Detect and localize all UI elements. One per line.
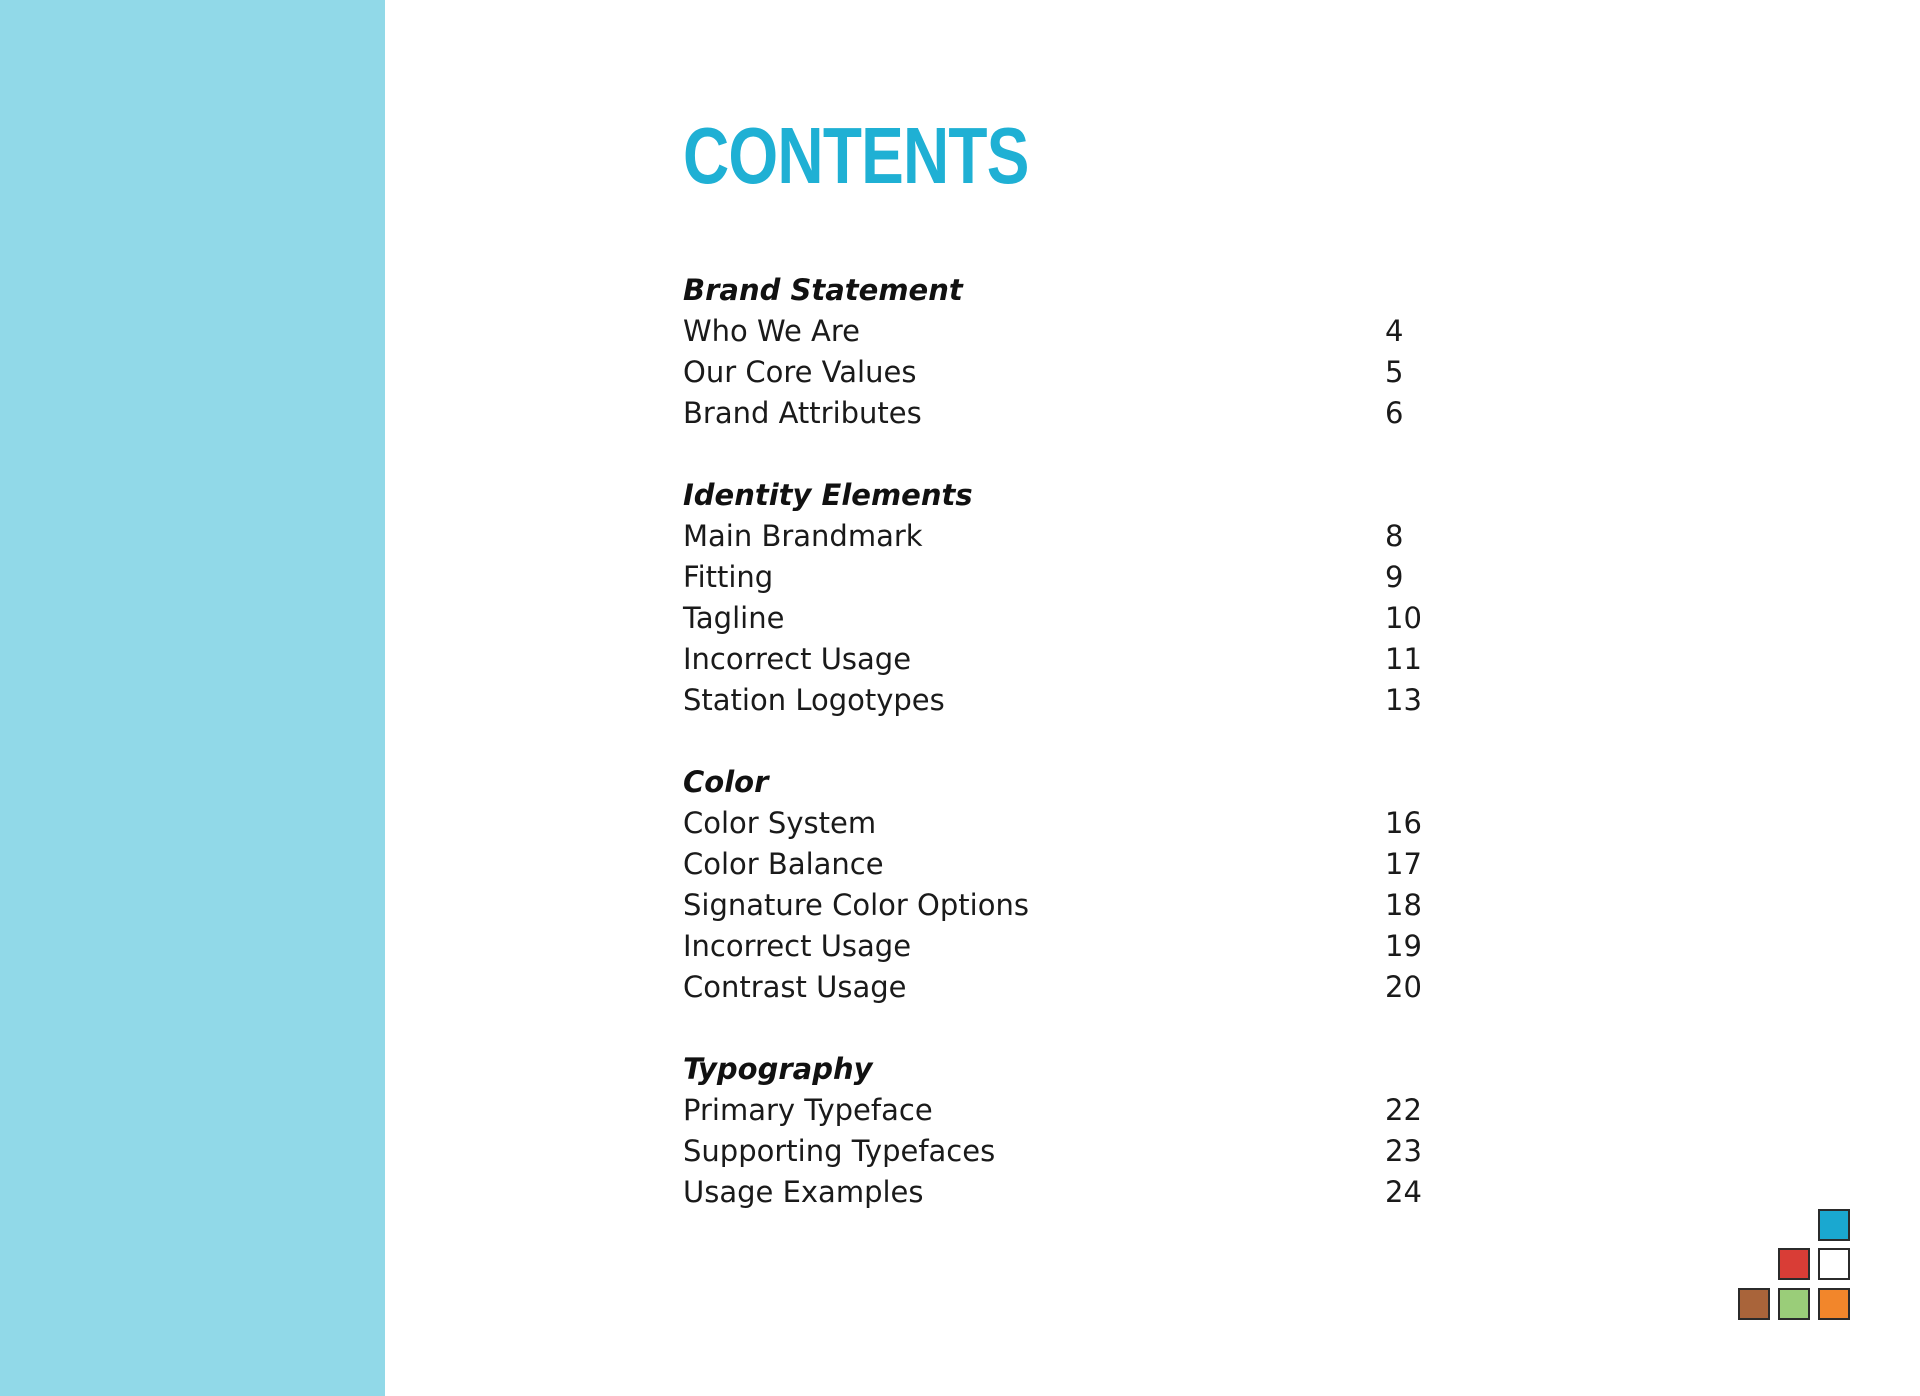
toc-entry: [683, 967, 1443, 1008]
entry-page-number: 19: [1385, 929, 1422, 963]
toc-entry: [683, 352, 1443, 393]
toc-entry: [683, 557, 1443, 598]
entry-page-number: 13: [1385, 683, 1422, 717]
entry-title: Incorrect Usage: [683, 642, 912, 676]
brand-square-brown: [1738, 1288, 1770, 1320]
entry-page-number: 4: [1385, 314, 1404, 348]
toc-section: [683, 475, 1443, 721]
entry-page-number: 17: [1385, 847, 1422, 881]
page-title: CONTENTS: [683, 111, 1029, 200]
entry-page-number: 9: [1385, 560, 1404, 594]
entry-title: Incorrect Usage: [683, 929, 912, 963]
toc-entry: [683, 885, 1443, 926]
entry-title: Station Logotypes: [683, 683, 945, 717]
toc-entry: [683, 1172, 1443, 1213]
entry-title: Tagline: [683, 601, 785, 635]
entry-page-number: 20: [1385, 970, 1422, 1004]
toc-entry: [683, 598, 1443, 639]
sidebar-color-band: [0, 0, 385, 1396]
toc-entry: [683, 311, 1443, 352]
entry-page-number: 16: [1385, 806, 1422, 840]
section-heading: Typography: [683, 1052, 873, 1086]
entry-title: Color Balance: [683, 847, 884, 881]
entry-title: Who We Are: [683, 314, 861, 348]
entry-title: Fitting: [683, 560, 774, 594]
toc-entry: [683, 1131, 1443, 1172]
entry-title: Main Brandmark: [683, 519, 923, 553]
entry-title: Usage Examples: [683, 1175, 924, 1209]
section-heading: Identity Elements: [683, 478, 973, 512]
entry-page-number: 22: [1385, 1093, 1422, 1127]
entry-title: Color System: [683, 806, 877, 840]
entry-page-number: 18: [1385, 888, 1422, 922]
toc-section: [683, 762, 1443, 1008]
toc-entry: [683, 803, 1443, 844]
toc-entry: [683, 1090, 1443, 1131]
entry-title: Brand Attributes: [683, 396, 922, 430]
toc-entry: [683, 516, 1443, 557]
brand-square-white: [1818, 1248, 1850, 1280]
entry-page-number: 23: [1385, 1134, 1422, 1168]
toc-section: [683, 1049, 1443, 1213]
entry-page-number: 10: [1385, 601, 1422, 635]
entry-page-number: 5: [1385, 355, 1404, 389]
toc-entry: [683, 844, 1443, 885]
brand-square-red: [1778, 1248, 1810, 1280]
table-of-contents: [683, 270, 1443, 1254]
toc-entry: [683, 639, 1443, 680]
entry-page-number: 11: [1385, 642, 1422, 676]
brand-square-green: [1778, 1288, 1810, 1320]
brand-square-blue: [1818, 1209, 1850, 1241]
brand-square-orange: [1818, 1288, 1850, 1320]
toc-entry: [683, 926, 1443, 967]
toc-entry: [683, 680, 1443, 721]
section-heading: Brand Statement: [683, 273, 963, 307]
section-heading: Color: [683, 765, 769, 799]
entry-title: Primary Typeface: [683, 1093, 933, 1127]
entry-title: Contrast Usage: [683, 970, 907, 1004]
toc-entry: [683, 393, 1443, 434]
entry-page-number: 8: [1385, 519, 1404, 553]
entry-page-number: 24: [1385, 1175, 1422, 1209]
entry-title: Our Core Values: [683, 355, 917, 389]
entry-title: Signature Color Options: [683, 888, 1029, 922]
toc-section: [683, 270, 1443, 434]
entry-title: Supporting Typefaces: [683, 1134, 996, 1168]
entry-page-number: 6: [1385, 396, 1404, 430]
